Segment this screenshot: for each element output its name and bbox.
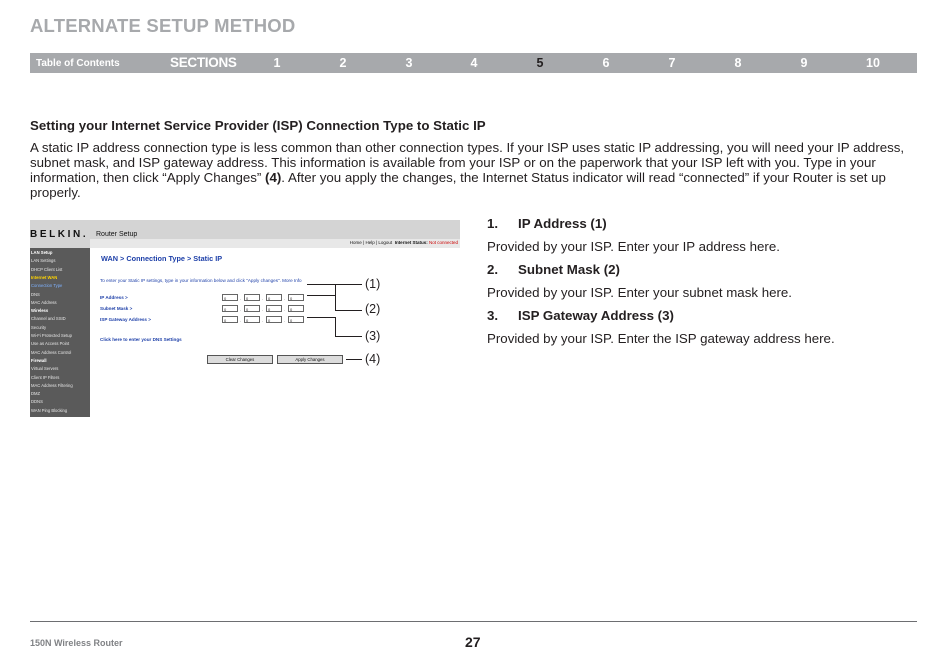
ip-octet-4[interactable]: 0 — [288, 294, 304, 301]
screenshot-sidebar-item[interactable]: MAC Address Control — [31, 349, 72, 355]
section-link-6[interactable]: 6 — [602, 56, 610, 70]
octet-separator: . — [262, 296, 264, 301]
ip-address-label: IP Address > — [100, 295, 128, 300]
screenshot-sidebar-item[interactable]: MAC Address — [31, 299, 57, 305]
section-link-2[interactable]: 2 — [339, 56, 347, 70]
callout-line-2a — [307, 295, 335, 296]
octet-separator: . — [262, 307, 264, 312]
section-link-10[interactable]: 10 — [866, 56, 880, 70]
gateway-octet-4[interactable]: 0 — [288, 316, 304, 323]
footer-product-name: 150N Wireless Router — [30, 638, 123, 648]
subnet-mask-label: Subnet Mask > — [100, 306, 133, 311]
octet-separator: . — [284, 296, 286, 301]
screenshot-sidebar-item[interactable]: Virtual Servers — [31, 366, 59, 372]
screenshot-sidebar-item[interactable]: DMZ — [31, 391, 41, 397]
screenshot-sidebar-item[interactable]: DNS — [31, 291, 40, 297]
callout-line-2b — [335, 284, 336, 311]
screenshot-sidebar-item[interactable]: Connection Type — [31, 283, 63, 289]
callout-line-3c — [335, 336, 362, 337]
router-setup-screenshot — [30, 220, 460, 417]
screenshot-sidebar-item[interactable]: DDNS — [31, 399, 43, 405]
screenshot-sidebar-item[interactable]: DHCP Client List — [31, 266, 63, 272]
belkin-logo: BELKIN. — [30, 229, 89, 240]
screenshot-app-title: Router Setup — [96, 231, 138, 238]
callout-2: (2) — [365, 302, 381, 316]
step-1-body: Provided by your ISP. Enter your IP address here. — [487, 239, 780, 254]
octet-separator: . — [240, 307, 242, 312]
gateway-octet-2[interactable]: 0 — [244, 316, 260, 323]
callout-3: (3) — [365, 329, 381, 343]
subnet-octet-1[interactable]: 0 — [222, 305, 238, 312]
callout-line-4 — [346, 359, 362, 360]
subnet-octet-4[interactable]: 0 — [288, 305, 304, 312]
screenshot-header — [30, 220, 460, 248]
octet-separator: . — [240, 318, 242, 323]
screenshot-sidebar-item[interactable]: LAN Setup — [31, 250, 53, 255]
screenshot-sidebar-item[interactable]: Client IP Filters — [31, 374, 60, 380]
section-link-9[interactable]: 9 — [800, 56, 808, 70]
apply-changes-button[interactable]: Apply Changes — [277, 355, 343, 364]
screenshot-top-bar — [90, 239, 460, 248]
subnet-octet-2[interactable]: 0 — [244, 305, 260, 312]
screenshot-sidebar-item[interactable]: Firewall — [31, 357, 47, 363]
intro-text: A static IP address connection type is less common than other connection types. If your ISP uses static IP addressing, you will need your IP address, subnet mask, and ISP gateway address. This information is available from your ISP or on the paperwork that your ISP left with you. Type in your information, then click “Apply Changes” — [30, 140, 905, 185]
step-title-text: IP Address (1) — [518, 216, 607, 231]
screenshot-sidebar-item[interactable]: MAC Address Filtering — [31, 382, 73, 388]
isp-gateway-label: ISP Gateway Address > — [100, 317, 151, 322]
section-link-5[interactable]: 5 — [536, 56, 544, 70]
screenshot-breadcrumb: WAN > Connection Type > Static IP — [101, 254, 223, 263]
screenshot-sidebar-item[interactable]: Wi-Fi Protected Setup — [31, 333, 72, 338]
table-of-contents-link[interactable]: Table of Contents — [36, 58, 120, 69]
gateway-octet-3[interactable]: 0 — [266, 316, 282, 323]
octet-separator: . — [284, 307, 286, 312]
octet-separator: . — [262, 318, 264, 323]
ip-octet-3[interactable]: 0 — [266, 294, 282, 301]
callout-line-2c — [335, 310, 362, 311]
internet-status-value: Not connected — [428, 240, 458, 245]
section-link-1[interactable]: 1 — [273, 56, 281, 70]
step-3-title — [487, 308, 674, 323]
screenshot-sidebar-item[interactable]: Channel and SSID — [31, 316, 66, 322]
section-link-4[interactable]: 4 — [470, 56, 478, 70]
screenshot-sidebar-item[interactable]: WAN Ping Blocking — [31, 407, 68, 413]
screenshot-description: To enter your Static IP settings, type in your information below and click "Apply changes". More Info — [100, 278, 302, 283]
step-2-body: Provided by your ISP. Enter your subnet mask here. — [487, 285, 793, 300]
subnet-octet-3[interactable]: 0 — [266, 305, 282, 312]
callout-line-3a — [307, 317, 335, 318]
top-links-text: Home | Help | Logout — [349, 240, 393, 245]
step-1-title — [487, 216, 607, 231]
ip-octet-2[interactable]: 0 — [244, 294, 260, 301]
section-link-3[interactable]: 3 — [405, 56, 413, 70]
footer-divider — [30, 621, 917, 622]
section-nav-bar — [30, 53, 917, 73]
octet-separator: . — [284, 318, 286, 323]
intro-paragraph — [30, 140, 920, 200]
step-number: 2. — [487, 262, 499, 277]
dns-settings-link[interactable]: Click here to enter your DNS Settings — [100, 337, 182, 342]
screenshot-sidebar — [30, 248, 90, 417]
chapter-title: ALTERNATE SETUP METHOD — [30, 15, 296, 36]
section-heading: Setting your Internet Service Provider (ISP) Connection Type to Static IP — [30, 118, 486, 133]
page-number: 27 — [465, 634, 481, 650]
sections-label: SECTIONS — [170, 55, 237, 70]
screenshot-sidebar-item[interactable]: Internet WAN — [31, 274, 58, 280]
ip-octet-1[interactable]: 0 — [222, 294, 238, 301]
clear-changes-button[interactable]: Clear Changes — [207, 355, 273, 364]
screenshot-sidebar-item[interactable]: Use as Access Point — [31, 341, 70, 347]
step-title-text: Subnet Mask (2) — [518, 262, 620, 277]
screenshot-sidebar-item[interactable]: Security — [31, 324, 47, 330]
screenshot-sidebar-item[interactable]: LAN Settings — [31, 258, 56, 264]
gateway-octet-1[interactable]: 0 — [222, 316, 238, 323]
intro-callout-ref: (4) — [265, 170, 282, 185]
step-number: 1. — [487, 216, 499, 231]
section-link-8[interactable]: 8 — [734, 56, 742, 70]
octet-separator: . — [240, 296, 242, 301]
step-number: 3. — [487, 308, 499, 323]
step-2-title — [487, 262, 620, 277]
step-title-text: ISP Gateway Address (3) — [518, 308, 674, 323]
screenshot-top-links — [350, 240, 458, 245]
callout-line-3b — [335, 317, 336, 337]
callout-4: (4) — [365, 352, 381, 366]
screenshot-sidebar-item[interactable]: Wireless — [31, 308, 49, 314]
callout-1: (1) — [365, 277, 381, 291]
section-link-7[interactable]: 7 — [668, 56, 676, 70]
step-3-body: Provided by your ISP. Enter the ISP gateway address here. — [487, 331, 835, 346]
intro-text-end: . After you apply the changes, the Internet Status indicator will read “connected” if your Router is set up properly. — [30, 170, 886, 200]
internet-status-label: Internet Status: — [394, 240, 428, 245]
